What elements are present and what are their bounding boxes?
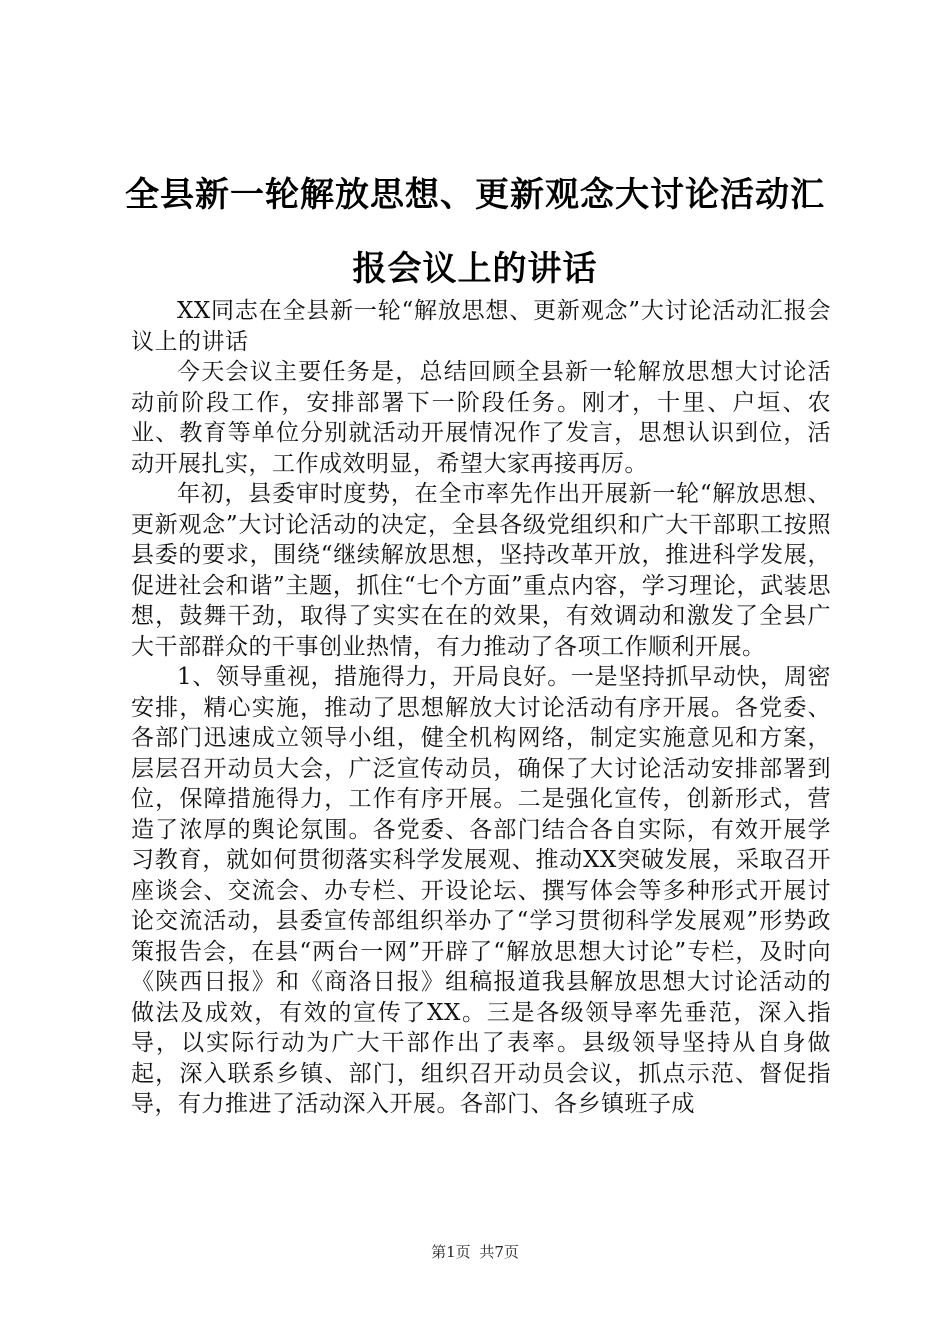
document-body bbox=[131, 296, 831, 1120]
page-number-current: 第1页 bbox=[431, 1243, 471, 1261]
page-footer bbox=[0, 1242, 950, 1262]
paragraph-section-1: 1、领导重视，措施得力，开局良好。一是坚持抓早动快，周密安排，精心实施，推动了思想解放大讨论活动有序开展。各党委、各部门迅速成立领导小组，健全机构网络，制定实施意见和方案，层层召开动员大会，广泛宣传动员，确保了大讨论活动安排部署到位，保障措施得力，工作有序开展。二是强化宣传，创新形式，营造了浓厚的舆论氛围。各党委、各部门结合各自实际，有效开展学习教育，就如何贯彻落实科学发展观、推动XX突破发展，采取召开座谈会、交流会、办专栏、开设论坛、撰写体会等多种形式开展讨论交流活动，县委宣传部组织举办了“学习贯彻科学发展观”形势政策报告会，在县“两台一网”开辟了“解放思想大讨论”专栏，及时向《陕西日报》和《商洛日报》组稿报道我县解放思想大讨论活动的做法及成效，有效的宣传了XX。三是各级领导率先垂范，深入指导，以实际行动为广大干部作出了表率。县级领导坚持从自身做起，深入联系乡镇、部门，组织召开动员会议，抓点示范、督促指导，有力推进了活动深入开展。各部门、各乡镇班子成 bbox=[131, 664, 831, 1117]
paragraph-intro: 今天会议主要任务是，总结回顾全县新一轮解放思想大讨论活动前阶段工作，安排部署下一阶段任务。刚才，十里、户垣、农业、教育等单位分别就活动开展情况作了发言，思想认识到位，活动开展扎实，工作成效明显，希望大家再接再厉。 bbox=[131, 359, 831, 477]
paragraph-subtitle: XX同志在全县新一轮“解放思想、更新观念”大讨论活动汇报会议上的讲话 bbox=[131, 298, 831, 355]
page-number-total: 共7页 bbox=[479, 1243, 519, 1261]
paragraph-background: 年初，县委审时度势，在全市率先作出开展新一轮“解放思想、更新观念”大讨论活动的决定，全县各级党组织和广大干部职工按照县委的要求，围绕“继续解放思想，坚持改革开放，推进科学发展，促进社会和谐”主题，抓住“七个方面”重点内容，学习理论，武装思想，鼓舞干劲，取得了实实在在的效果，有效调动和激发了全县广大干部群众的干事创业热情，有力推动了各项工作顺利开展。 bbox=[131, 481, 831, 660]
document-title: 全县新一轮解放思想、更新观念大讨论活动汇报会议上的讲话 bbox=[125, 175, 825, 289]
